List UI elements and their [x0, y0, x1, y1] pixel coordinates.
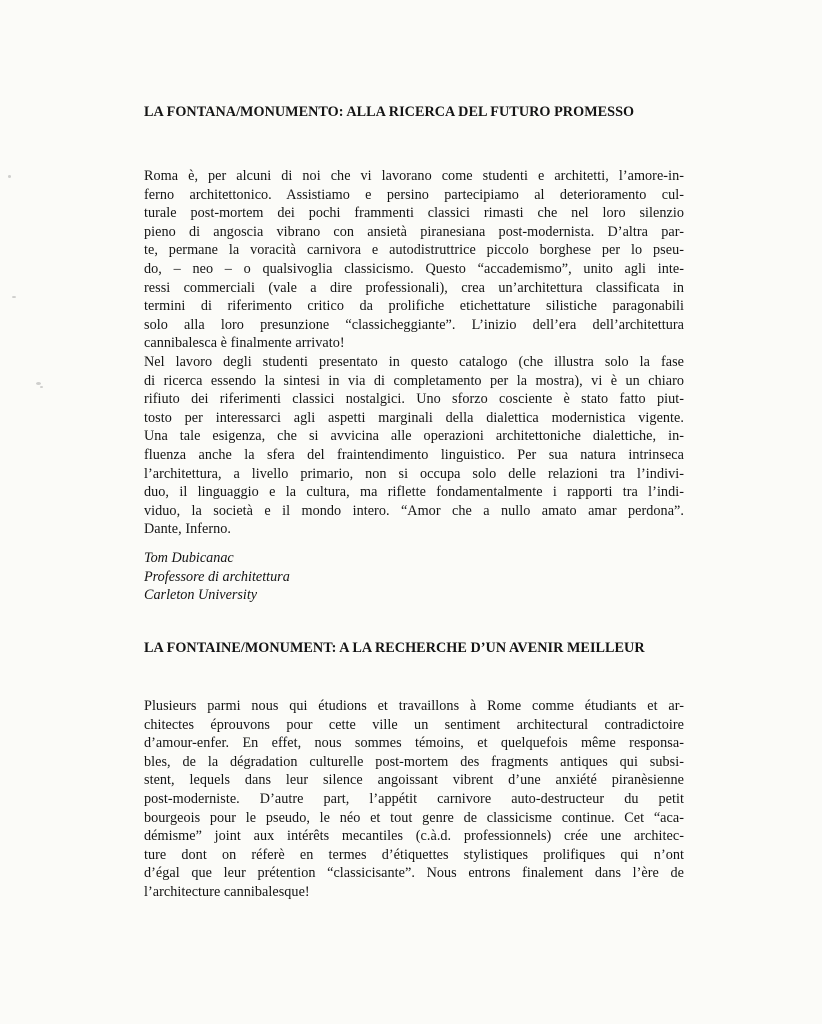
signature-block: [144, 549, 444, 605]
text-line: viduo, la società e il mondo intero. “Amor che a nullo amato amar perdona”.: [144, 502, 684, 519]
italian-heading: LA FONTANA/MONUMENTO: ALLA RICERCA DEL FUTURO PROMESSO: [144, 104, 635, 120]
text-line: rifiuto dei riferimenti classici nostalgici. Uno sforzo cosciente è stato fatto piut-: [144, 391, 684, 408]
text-line: l’architecture cannibalesque!: [144, 883, 310, 900]
text-line: bourgeois pour le pseudo, le néo et tout genre de classicisme continue. Cet “aca-: [144, 809, 684, 826]
text-line: termini di riferimento critico da prolifiche etichettature silistiche paragonabili: [144, 298, 684, 315]
text-line: te, permane la voracità carnivora e autodistruttrice piccolo borghese per lo pseu-: [144, 242, 684, 259]
text-line: d’amour-enfer. En effet, nous sommes témoins, et quelquefois même responsa-: [144, 735, 684, 752]
signature-name: Tom Dubicanac: [144, 550, 234, 566]
text-line: cannibalesca è finalmente arrivato!: [144, 335, 345, 352]
text-line: chitectes éprouvons pour cette ville un sentiment architectural contradictoire: [144, 716, 684, 733]
text-line: l’architettura, a livello primario, non si occupa solo delle relazioni tra l’indivi-: [144, 465, 684, 482]
french-heading: LA FONTAINE/MONUMENT: A LA RECHERCHE D’UN AVENIR MEILLEUR: [144, 640, 645, 656]
text-line: ferno architettonico. Assistiamo e persino partecipiamo al deterioramento cul-: [144, 186, 684, 203]
text-line: fluenza anche la sfera del fraintendimento linguistico. Per sua natura intrinseca: [144, 446, 684, 463]
text-line: Plusieurs parmi nous qui étudions et travaillons à Rome comme étudiants et ar-: [144, 698, 684, 714]
french-paragraph-1: [144, 697, 684, 902]
text-line: démisme” joint aux intérêts mecantiles (c.à.d. professionnels) crée une architec-: [144, 828, 684, 845]
text-line: Nel lavoro degli studenti presentato in questo catalogo (che illustra solo la fase: [144, 354, 684, 370]
text-line: Una tale esigenza, che si avvicina alle operazioni architettoniche dialettiche, in-: [144, 428, 684, 445]
text-line: ressi commerciali (vale a dire professionali), crea un’architettura classificata in: [144, 279, 684, 296]
text-line: Dante, Inferno.: [144, 521, 232, 538]
scan-speck: [12, 296, 16, 298]
text-line: pieno di angoscia vibrano con ansietà piranesiana post-modernista. D’altra par-: [144, 223, 684, 240]
text-line: solo alla loro presunzione “classicheggiante”. L’inizio dell’era dell’architettura: [144, 316, 684, 333]
signature-title: Professore di architettura: [144, 568, 290, 585]
text-line: bles, de la dégradation culturelle post-mortem des fragments antiques qui subsi-: [144, 753, 684, 770]
text-line: stent, lequels dans leur silence angoissant vibrent d’une anxiété piranèsienne: [144, 772, 684, 789]
italian-paragraph-2: [144, 353, 684, 539]
text-line: d’égal que leur prétention “classicisante”. Nous entrons finalement dans l’ère de: [144, 865, 684, 882]
scan-speck: [36, 382, 41, 385]
text-line: Roma è, per alcuni di noi che vi lavorano come studenti e architetti, l’amore-in-: [144, 168, 684, 184]
text-line: turale post-mortem dei pochi frammenti classici rimasti che nel loro silenzio: [144, 205, 684, 222]
text-line: do, – neo – o qualsivoglia classicismo. Questo “accademismo”, unito agli inte-: [144, 260, 684, 277]
text-line: post-moderniste. D’autre part, l’appétit carnivore auto-destructeur du petit: [144, 790, 684, 807]
text-line: di ricerca essendo la sintesi in via di completamento per la mostra), vi è un chiaro: [144, 372, 684, 389]
text-line: ture dont on réferè en termes d’étiquettes stylistiques prolifiques qui n’ont: [144, 846, 684, 863]
signature-institution: Carleton University: [144, 587, 258, 604]
italian-paragraph-1: [144, 167, 684, 353]
scan-speck: [8, 175, 11, 178]
scan-speck: [40, 386, 43, 388]
text-line: duo, il linguaggio e la cultura, ma riflette fondamentalmente i rapporti tra l’indi-: [144, 484, 684, 501]
text-line: tosto per interessarci agli aspetti marginali della dialettica modernistica vigente.: [144, 409, 684, 426]
